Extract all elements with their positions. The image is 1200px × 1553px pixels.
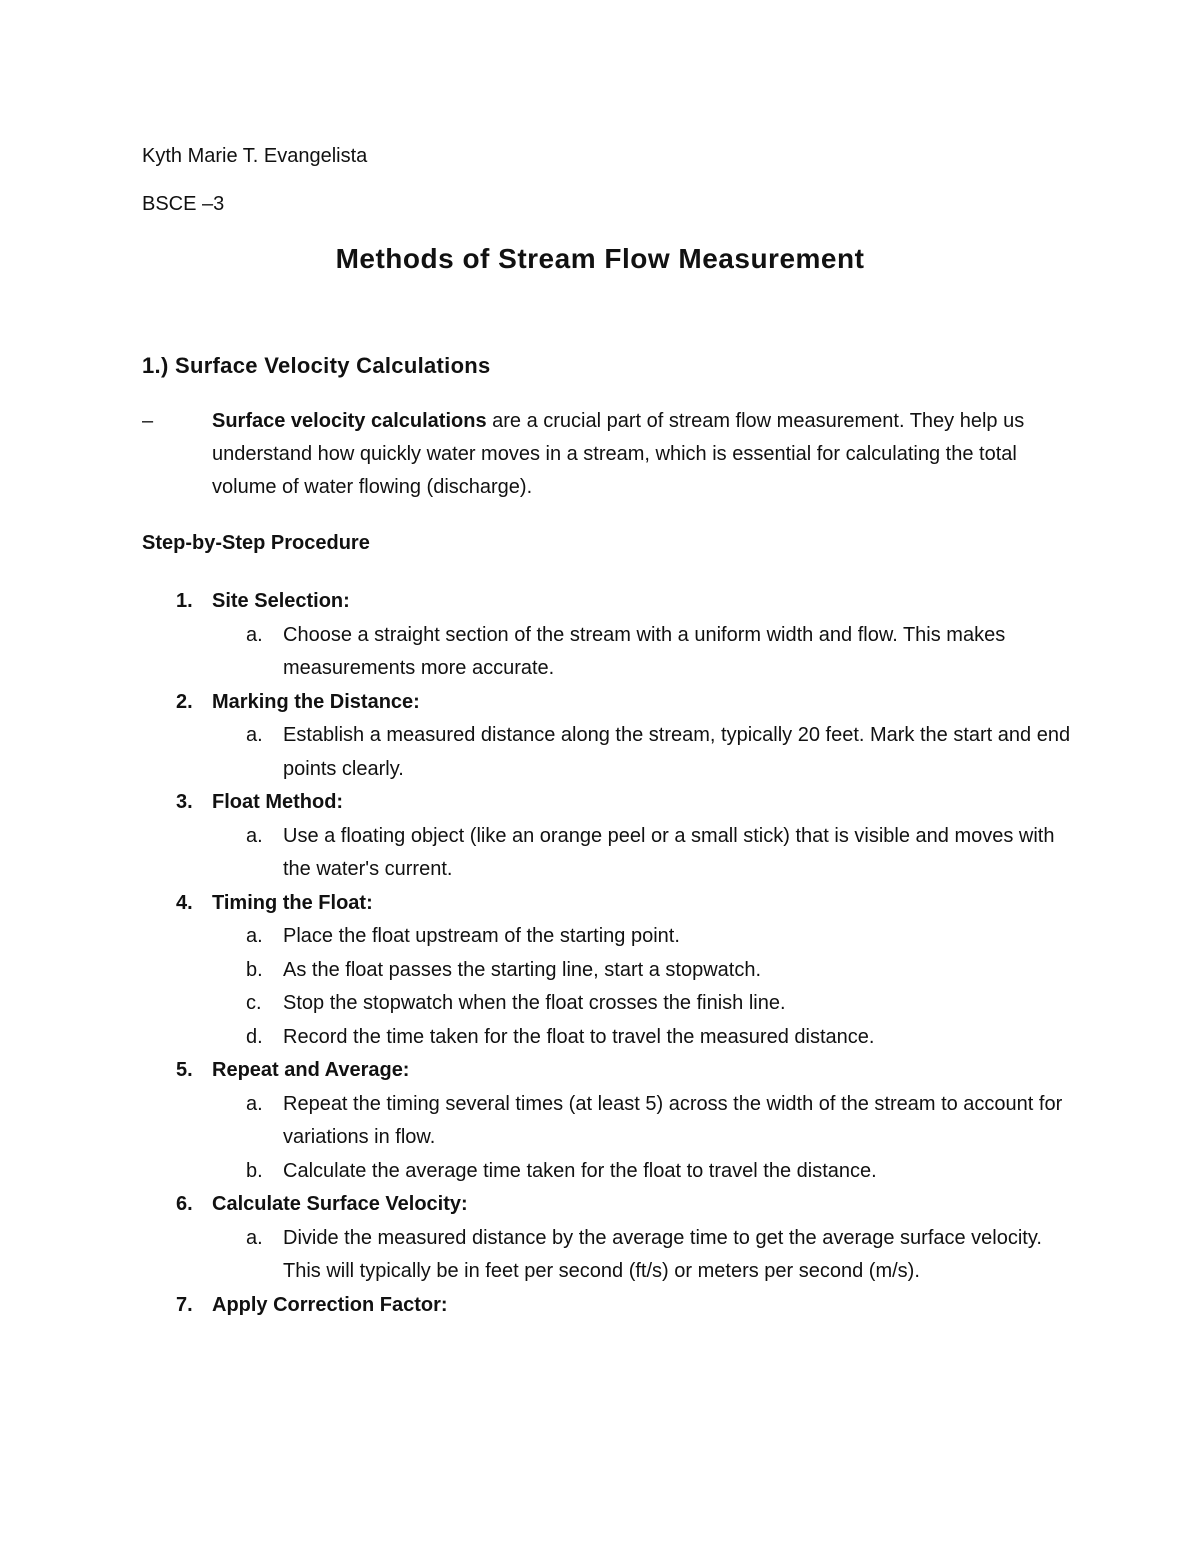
substep-letter: a. (246, 925, 263, 947)
procedure-step (142, 1054, 1072, 1188)
substep-text: Use a floating object (like an orange peel or a small stick) that is visible and moves with the water's current. (283, 824, 1055, 880)
substep-text: Divide the measured distance by the average time to get the average surface velocity. This will typically be in feet per second (ft/s) or meters per second (m/s). (283, 1226, 1042, 1282)
step-substep (142, 1021, 1072, 1055)
step-title-text: Repeat and Average: (212, 1059, 410, 1081)
step-substep (142, 1155, 1072, 1189)
procedure-step (142, 1188, 1072, 1289)
step-title (142, 686, 1072, 720)
substep-text: Choose a straight section of the stream with a uniform width and flow. This makes measurements more accurate. (283, 623, 1006, 679)
substep-text: Repeat the timing several times (at least 5) across the width of the stream to account for variations in flow. (283, 1092, 1063, 1148)
author-name: Kyth Marie T. Evangelista (142, 145, 368, 167)
substep-letter: d. (246, 1025, 263, 1048)
step-number: 7. (176, 1293, 193, 1316)
step-number: 3. (176, 791, 193, 813)
step-title (142, 1054, 1072, 1088)
step-title-text: Calculate Surface Velocity: (212, 1193, 468, 1215)
step-substep (142, 987, 1072, 1021)
substep-letter: a. (246, 824, 263, 847)
substep-letter: a. (246, 1226, 263, 1249)
document-title: Methods of Stream Flow Measurement (335, 243, 865, 274)
step-title-text: Float Method: (212, 791, 344, 813)
substep-letter: a. (246, 623, 263, 646)
step-number: 2. (176, 690, 193, 713)
step-title (142, 887, 1072, 921)
substep-text: Stop the stopwatch when the float crosses the finish line. (283, 992, 786, 1014)
course-label: BSCE –3 (142, 193, 225, 215)
step-number: 1. (176, 590, 193, 612)
substep-letter: a. (246, 724, 263, 746)
substep-text: Establish a measured distance along the stream, typically 20 feet. Mark the start and end points clearly. (283, 724, 1071, 780)
step-title-text: Apply Correction Factor: (212, 1293, 448, 1316)
procedure-step (142, 1289, 1072, 1323)
substep-letter: b. (246, 1159, 263, 1182)
substep-letter: b. (246, 958, 263, 981)
step-title-text: Site Selection: (212, 590, 350, 612)
step-title (142, 786, 1072, 820)
step-title (142, 1188, 1072, 1222)
step-substep (142, 619, 1072, 686)
procedure-step (142, 686, 1072, 787)
step-substep (142, 1088, 1072, 1155)
step-substep (142, 954, 1072, 988)
procedure-steps (142, 585, 1072, 1322)
substep-text: Record the time taken for the float to travel the measured distance. (283, 1025, 875, 1048)
section-heading: 1.) Surface Velocity Calculations (142, 353, 491, 378)
step-number: 5. (176, 1059, 193, 1081)
step-title-text: Marking the Distance: (212, 690, 420, 713)
step-substep (142, 719, 1072, 786)
procedure-step (142, 887, 1072, 1055)
step-substep (142, 820, 1072, 887)
substep-text: As the float passes the starting line, start a stopwatch. (283, 958, 762, 981)
intro-body: are a crucial part of stream flow measurement. They help us understand how quickly water moves in a stream, which is essential for calculating the total volume of water flowing (discharge). (212, 410, 1025, 498)
step-number: 6. (176, 1193, 193, 1215)
step-substep (142, 1222, 1072, 1289)
intro-text (212, 405, 1072, 504)
procedure-step (142, 786, 1072, 887)
procedure-step (142, 585, 1072, 686)
step-substep (142, 920, 1072, 954)
intro-dash: – (142, 410, 154, 432)
intro-bold-term: Surface velocity calculations (212, 410, 487, 432)
step-title-text: Timing the Float: (212, 891, 373, 914)
substep-text: Place the float upstream of the starting point. (283, 925, 680, 947)
step-number: 4. (176, 891, 193, 914)
substep-text: Calculate the average time taken for the float to travel the distance. (283, 1159, 877, 1182)
step-title (142, 1289, 1072, 1323)
substep-letter: a. (246, 1092, 263, 1115)
substep-letter: c. (246, 992, 262, 1014)
procedure-heading: Step-by-Step Procedure (142, 532, 370, 554)
step-title (142, 585, 1072, 619)
